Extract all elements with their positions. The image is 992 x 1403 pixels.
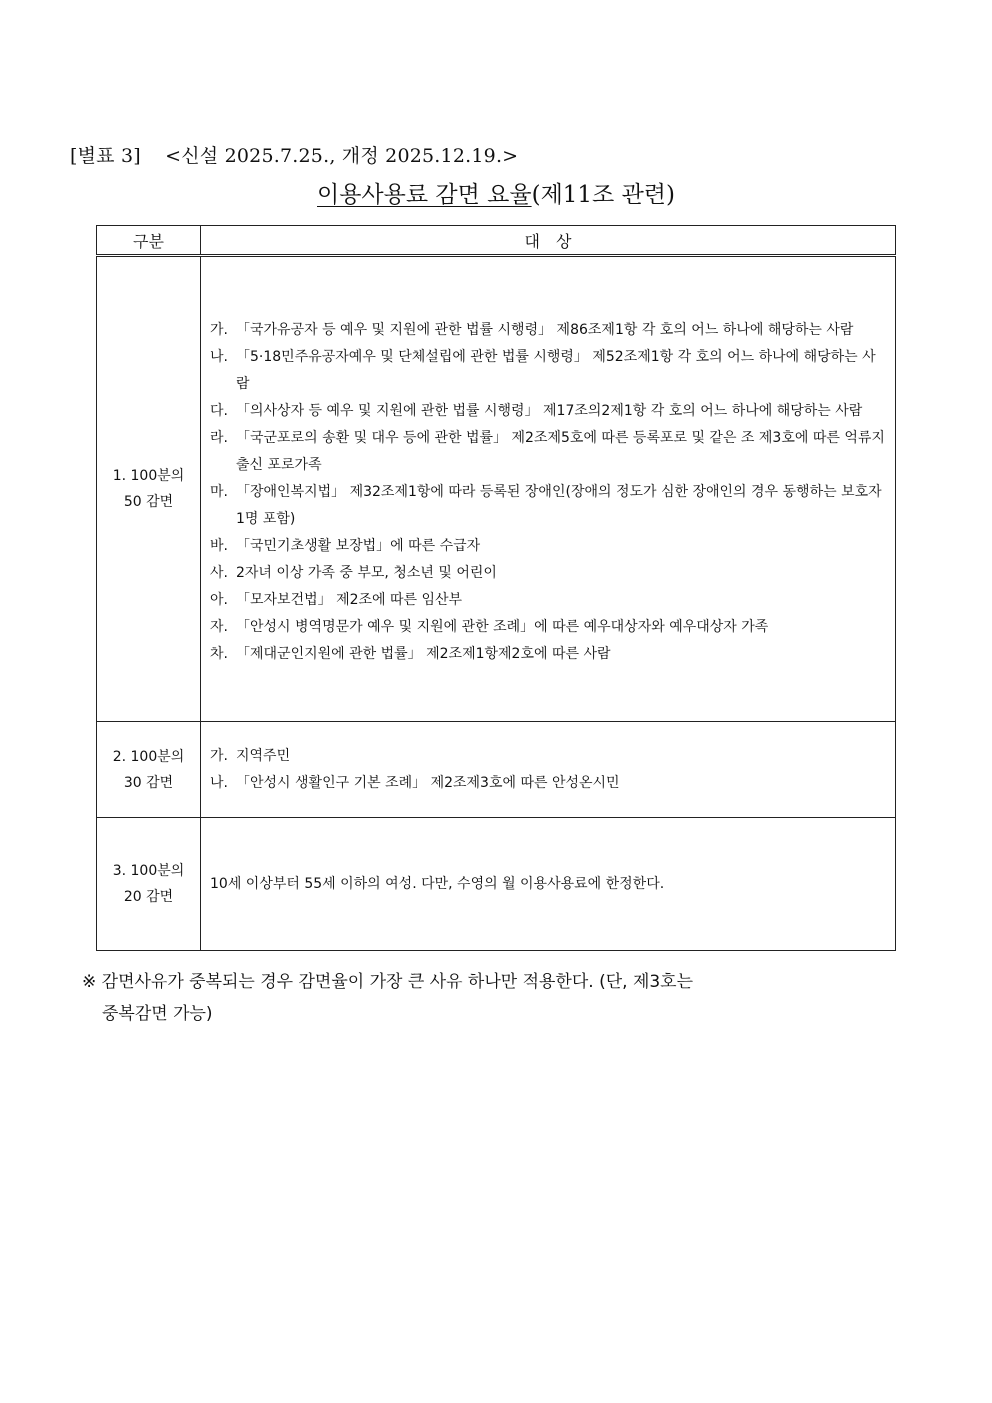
list-item [210, 770, 887, 797]
list-item [210, 614, 887, 641]
footnote-line-1: ※ 감면사유가 중복되는 경우 감면율이 가장 큰 사유 하나만 적용한다. (단, 제3호는 [82, 972, 694, 992]
item-text: 지역주민 [236, 747, 291, 764]
item-mark: 아. [210, 591, 228, 608]
item-text: 「안성시 생활인구 기본 조례」 제2조제3호에 따른 안성온시민 [236, 774, 620, 791]
plain-text [210, 871, 887, 898]
item-mark: 라. [210, 429, 228, 446]
header-category: 구분 [97, 226, 201, 256]
list-item [210, 743, 887, 770]
item-mark: 바. [210, 537, 228, 554]
item-text: 「의사상자 등 예우 및 지원에 관한 법률 시행령」 제17조의2제1항 각 호의 어느 하나에 해당하는 사람 [236, 402, 863, 419]
list-item [210, 425, 887, 479]
list-item [210, 587, 887, 614]
annex-header [70, 141, 518, 168]
item-text: 「국군포로의 송환 및 대우 등에 관한 법률」 제2조제5호에 따른 등록포로 및 같은 조 제3호에 따른 억류지출신 포로가족 [236, 429, 885, 473]
annex-label: [별표 3] [70, 145, 141, 167]
category-line: 50 감면 [123, 494, 174, 510]
header-target: 대 상 [201, 226, 896, 256]
amendment-note: <신설 2025.7.25., 개정 2025.12.19.> [165, 145, 519, 167]
category-cell [97, 256, 201, 722]
item-mark: 가. [210, 747, 228, 764]
category-line: 20 감면 [123, 889, 174, 905]
items-cell [201, 818, 896, 951]
page-title [0, 176, 992, 209]
item-mark: 자. [210, 618, 228, 635]
table-row [97, 818, 896, 951]
item-text: 「장애인복지법」 제32조제1항에 따라 등록된 장애인(장애의 정도가 심한 장애인의 경우 동행하는 보호자 1명 포함) [236, 483, 882, 527]
item-mark: 차. [210, 645, 228, 662]
item-mark: 나. [210, 348, 228, 365]
footnote-line-2: 중복감면 가능) [102, 1004, 213, 1024]
footnote [82, 966, 882, 1030]
list-item [210, 479, 887, 533]
item-text: 2자녀 이상 가족 중 부모, 청소년 및 어린이 [236, 564, 497, 581]
item-mark: 나. [210, 774, 228, 791]
item-mark: 마. [210, 483, 228, 500]
items-cell [201, 722, 896, 818]
item-text: 「국가유공자 등 예우 및 지원에 관한 법률 시행령」 제86조제1항 각 호의 어느 하나에 해당하는 사람 [236, 321, 854, 338]
item-text: 「국민기초생활 보장법」에 따른 수급자 [236, 537, 481, 554]
category-cell [97, 818, 201, 951]
list-item [210, 533, 887, 560]
title-main: 이용사용료 감면 요율 [317, 182, 532, 208]
list-item [210, 560, 887, 587]
list-item [210, 398, 887, 425]
title-suffix: (제11조 관련) [531, 182, 675, 208]
item-text: 「제대군인지원에 관한 법률」 제2조제1항제2호에 따른 사람 [236, 645, 611, 662]
item-text: 「모자보건법」 제2조에 따른 임산부 [236, 591, 463, 608]
item-text: 「5·18민주유공자예우 및 단체설립에 관한 법률 시행령」 제52조제1항 각 호의 어느 하나에 해당하는 사람 [236, 348, 876, 392]
category-line: 1. 100분의 [112, 468, 185, 484]
list-item [210, 641, 887, 668]
item-text: 「안성시 병역명문가 예우 및 지원에 관한 조례」에 따른 예우대상자와 예우대상자 가족 [236, 618, 769, 635]
category-line: 2. 100분의 [112, 748, 185, 765]
category-line: 3. 100분의 [112, 863, 185, 879]
table-row [97, 722, 896, 818]
list-item [210, 344, 887, 398]
category-cell [97, 722, 201, 818]
category-line: 30 감면 [123, 774, 174, 791]
item-text: 10세 이상부터 55세 이하의 여성. 다만, 수영의 월 이용사용료에 한정한다. [210, 875, 665, 892]
items-cell [201, 256, 896, 722]
item-mark: 사. [210, 564, 228, 581]
reduction-table [96, 225, 896, 951]
table-row [97, 256, 896, 722]
table-header-row [97, 226, 896, 256]
item-mark: 다. [210, 402, 228, 419]
list-item [210, 317, 887, 344]
item-mark: 가. [210, 321, 228, 338]
